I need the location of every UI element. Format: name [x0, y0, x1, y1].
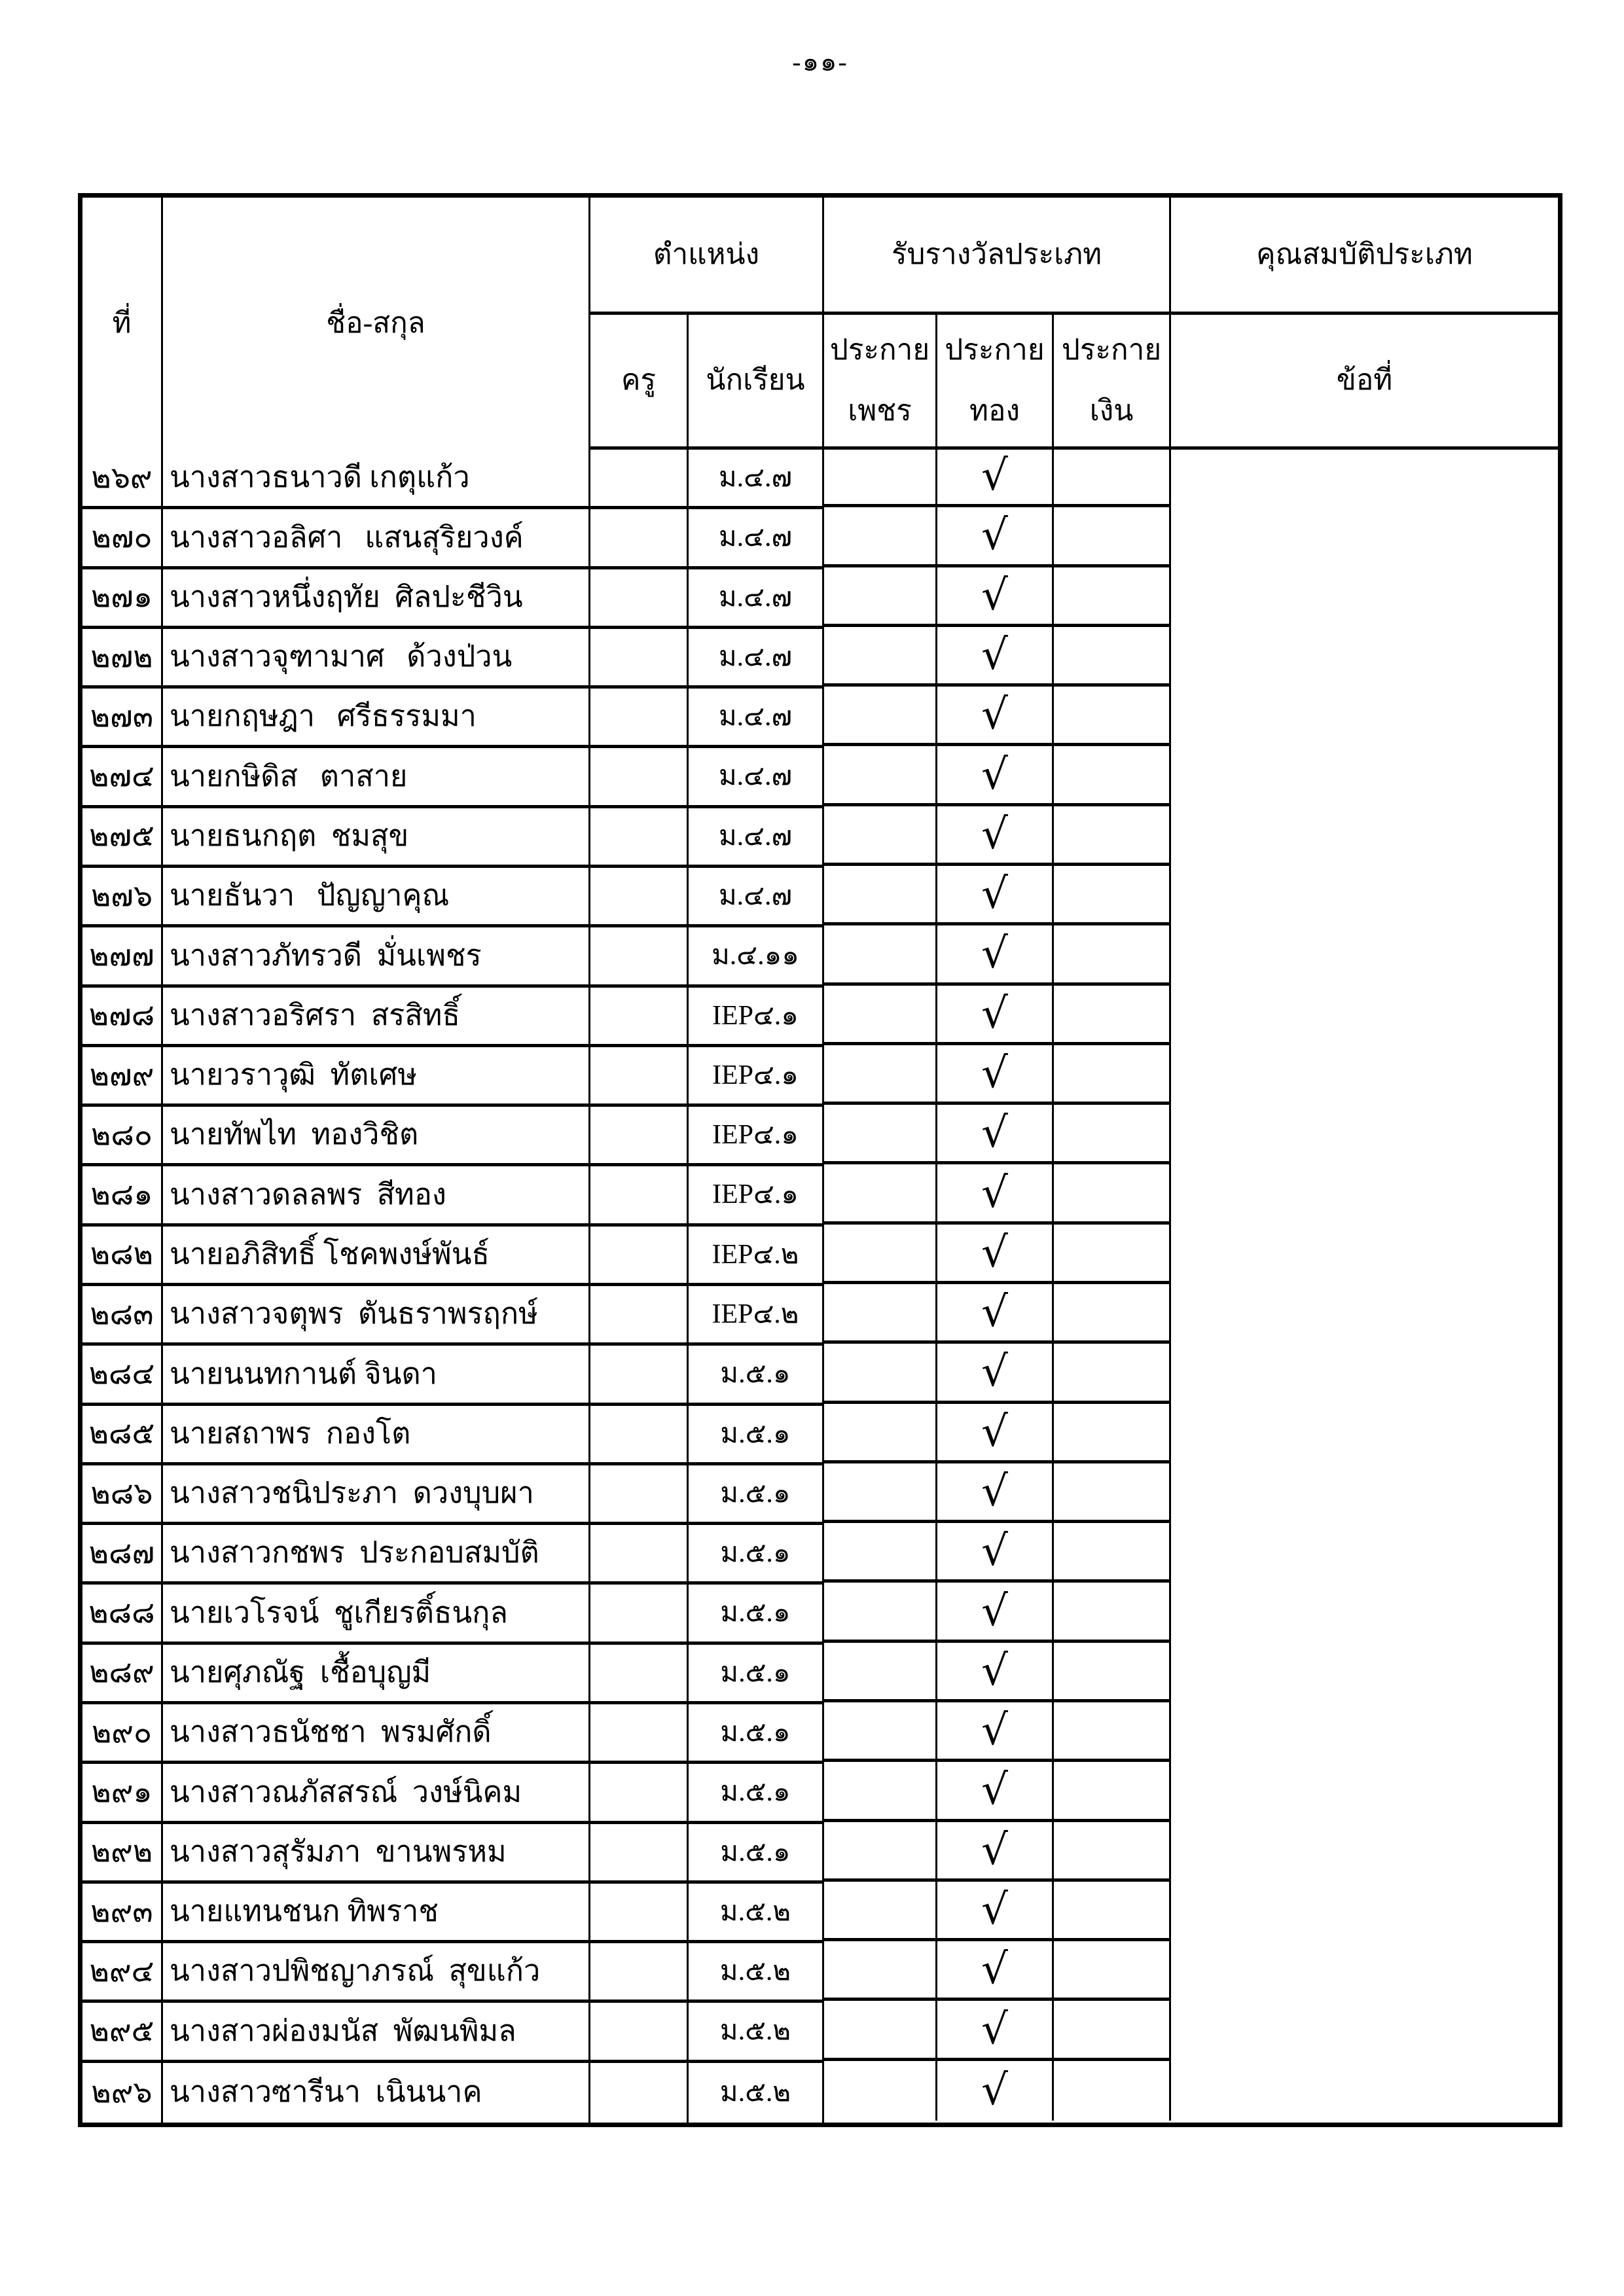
award-gold-cell checkmark-icon: √ — [937, 1225, 1054, 1284]
name-cell: นางสาวธนาวดี เกตุแก้ว — [163, 450, 590, 509]
qualification-cell — [1171, 1406, 1558, 1465]
award-gold-cell checkmark-icon: √ — [937, 1463, 1054, 1523]
qualification-cell — [1171, 1645, 1558, 1704]
award-silver-cell — [1054, 1882, 1171, 1941]
award-silver-cell — [1054, 1463, 1171, 1523]
teacher-cell — [590, 1465, 689, 1525]
teacher-cell — [590, 1645, 689, 1704]
student-class-cell: ม.๕.๒ — [689, 2003, 824, 2062]
name-cell: นางสาวปพิชญาภรณ์ สุขแก้ว — [163, 1943, 590, 2003]
name-cell: นายธนกฤต ชมสุข — [163, 808, 590, 868]
award-diamond-cell — [824, 1643, 937, 1702]
qualification-cell — [1171, 569, 1558, 629]
award-silver-cell — [1054, 1105, 1171, 1164]
qualification-cell — [1171, 1704, 1558, 1764]
row-number-cell: ๒๘๔ — [82, 1346, 163, 1405]
award-silver-cell — [1054, 1583, 1171, 1642]
award-silver-cell — [1054, 1284, 1171, 1344]
name-cell: นางสาวสุรัมภา ขานพรหม — [163, 1824, 590, 1884]
student-class-cell: IEP๔.๒ — [689, 1227, 824, 1286]
teacher-cell — [590, 1585, 689, 1644]
award-silver-cell — [1054, 448, 1171, 507]
name-cell: นางสาวณภัสสรณ์ วงษ์นิคม — [163, 1764, 590, 1823]
student-class-cell: ม.๕.๒ — [689, 1943, 824, 2003]
award-gold-cell checkmark-icon: √ — [937, 1105, 1054, 1164]
qualification-cell — [1171, 2003, 1558, 2062]
name-cell: นายธันวา ปัญญาคุณ — [163, 868, 590, 927]
teacher-cell — [590, 1824, 689, 1884]
award-diamond-cell — [824, 866, 937, 925]
teacher-cell — [590, 988, 689, 1047]
student-class-cell: IEP๔.๑ — [689, 988, 824, 1047]
row-number-cell: ๒๗๔ — [82, 748, 163, 808]
award-silver-cell — [1054, 1344, 1171, 1403]
award-silver-cell — [1054, 627, 1171, 687]
qualification-cell — [1171, 988, 1558, 1047]
page-number: -๑๑- — [792, 47, 848, 77]
header-award-group: รับรางวัลประเภท — [824, 198, 1171, 315]
student-class-cell: ม.๕.๑ — [689, 1764, 824, 1823]
header-qualification-item: ข้อที่ — [1171, 315, 1558, 450]
award-gold-cell checkmark-icon: √ — [937, 1284, 1054, 1344]
name-cell: นายทัพไท ทองวิชิต — [163, 1107, 590, 1166]
row-number-cell: ๒๙๒ — [82, 1824, 163, 1884]
row-number-cell: ๒๘๗ — [82, 1525, 163, 1585]
teacher-cell — [590, 1884, 689, 1943]
name-cell: นายกษิดิส ตาสาย — [163, 748, 590, 808]
award-diamond-cell — [824, 1344, 937, 1403]
row-number-cell: ๒๘๕ — [82, 1406, 163, 1465]
award-gold-cell checkmark-icon: √ — [937, 866, 1054, 925]
award-diamond-cell — [824, 1463, 937, 1523]
row-number-cell: ๒๗๖ — [82, 868, 163, 927]
award-diamond-cell — [824, 1822, 937, 1882]
row-number-cell: ๒๗๒ — [82, 629, 163, 689]
award-silver-cell — [1054, 1822, 1171, 1882]
award-silver-cell — [1054, 1643, 1171, 1702]
teacher-cell — [590, 1286, 689, 1346]
name-cell: นางสาวอริศรา สรสิทธิ์ — [163, 988, 590, 1047]
award-diamond-cell — [824, 567, 937, 627]
student-class-cell: ม.๔.๗ — [689, 450, 824, 509]
name-cell: นางสาวดลลพร สีทอง — [163, 1166, 590, 1226]
name-cell: นางสาวหนึ่งฤทัย ศิลปะชีวิน — [163, 569, 590, 629]
name-cell: นางสาวจุฑามาศ ด้วงป่วน — [163, 629, 590, 689]
award-gold-cell checkmark-icon: √ — [937, 687, 1054, 746]
header-award-diamond-line1: ประกาย — [829, 333, 930, 366]
header-name: ชื่อ-สกุล — [163, 198, 590, 450]
award-gold-cell checkmark-icon: √ — [937, 1164, 1054, 1224]
name-cell: นายนนทกานต์ จินดา — [163, 1346, 590, 1405]
award-gold-cell checkmark-icon: √ — [937, 1941, 1054, 2001]
student-class-cell: ม.๕.๒ — [689, 2063, 824, 2123]
teacher-cell — [590, 868, 689, 927]
teacher-cell — [590, 1704, 689, 1764]
award-silver-cell — [1054, 866, 1171, 925]
award-gold-cell checkmark-icon: √ — [937, 1882, 1054, 1941]
teacher-cell — [590, 1943, 689, 2003]
award-gold-cell checkmark-icon: √ — [937, 1643, 1054, 1702]
header-teacher: ครู — [590, 315, 689, 450]
header-no: ที่ — [82, 198, 163, 450]
name-cell: นายวราวุฒิ ทัตเศษ — [163, 1047, 590, 1107]
award-diamond-cell — [824, 627, 937, 687]
award-diamond-cell — [824, 1941, 937, 2001]
award-gold-cell checkmark-icon: √ — [937, 925, 1054, 985]
award-silver-cell — [1054, 806, 1171, 866]
qualification-cell — [1171, 1525, 1558, 1585]
qualification-cell — [1171, 1227, 1558, 1286]
student-class-cell: ม.๔.๑๑ — [689, 927, 824, 987]
header-qualification-group: คุณสมบัติประเภท — [1171, 198, 1558, 315]
qualification-cell — [1171, 1166, 1558, 1226]
award-diamond-cell — [824, 1882, 937, 1941]
award-diamond-cell — [824, 2061, 937, 2121]
row-number-cell: ๒๗๐ — [82, 509, 163, 569]
award-silver-cell — [1054, 1523, 1171, 1583]
student-class-cell: ม.๕.๑ — [689, 1525, 824, 1585]
award-gold-cell checkmark-icon: √ — [937, 507, 1054, 567]
teacher-cell — [590, 927, 689, 987]
award-diamond-cell — [824, 1045, 937, 1105]
award-silver-cell — [1054, 687, 1171, 746]
row-number-cell: ๒๙๐ — [82, 1704, 163, 1764]
teacher-cell — [590, 1227, 689, 1286]
name-cell: นายศุภณัฐ เชื้อบุญมี — [163, 1645, 590, 1704]
qualification-cell — [1171, 1884, 1558, 1943]
qualification-cell — [1171, 1585, 1558, 1644]
award-gold-cell checkmark-icon: √ — [937, 567, 1054, 627]
student-class-cell: ม.๕.๒ — [689, 1884, 824, 1943]
header-award-silver-line2: เงิน — [1089, 394, 1134, 427]
award-gold-cell checkmark-icon: √ — [937, 806, 1054, 866]
row-number-cell: ๒๗๘ — [82, 988, 163, 1047]
row-number-cell: ๒๙๓ — [82, 1884, 163, 1943]
award-diamond-cell — [824, 1225, 937, 1284]
qualification-cell — [1171, 1107, 1558, 1166]
teacher-cell — [590, 2003, 689, 2062]
qualification-cell — [1171, 927, 1558, 987]
header-award-gold — [937, 315, 1054, 450]
award-gold-cell checkmark-icon: √ — [937, 1702, 1054, 1762]
award-silver-cell — [1054, 567, 1171, 627]
award-silver-cell — [1054, 2001, 1171, 2060]
award-diamond-cell — [824, 1702, 937, 1762]
header-award-silver — [1054, 315, 1171, 450]
award-diamond-cell — [824, 806, 937, 866]
row-number-cell: ๒๘๑ — [82, 1166, 163, 1226]
student-class-cell: ม.๕.๑ — [689, 1346, 824, 1405]
student-class-cell: ม.๕.๑ — [689, 1645, 824, 1704]
name-cell: นางสาวผ่องมนัส พัฒนพิมล — [163, 2003, 590, 2062]
award-gold-cell checkmark-icon: √ — [937, 986, 1054, 1045]
award-silver-cell — [1054, 1941, 1171, 2001]
row-number-cell: ๒๘๒ — [82, 1227, 163, 1286]
name-cell: นางสาวซารีนา เนินนาค — [163, 2063, 590, 2123]
name-cell: นางสาวอลิศา แสนสุริยวงค์ — [163, 509, 590, 569]
award-diamond-cell — [824, 2001, 937, 2060]
teacher-cell — [590, 629, 689, 689]
header-award-silver-line1: ประกาย — [1061, 333, 1162, 366]
header-award-diamond-line2: เพชร — [848, 394, 912, 427]
award-gold-cell checkmark-icon: √ — [937, 1344, 1054, 1403]
award-gold-cell checkmark-icon: √ — [937, 1523, 1054, 1583]
row-number-cell: ๒๖๙ — [82, 450, 163, 509]
award-gold-cell checkmark-icon: √ — [937, 746, 1054, 806]
student-class-cell: ม.๕.๑ — [689, 1824, 824, 1884]
award-diamond-cell — [824, 687, 937, 746]
student-class-cell: IEP๔.๑ — [689, 1107, 824, 1166]
award-silver-cell — [1054, 1404, 1171, 1463]
award-diamond-cell — [824, 1404, 937, 1463]
student-class-cell: IEP๔.๑ — [689, 1166, 824, 1226]
award-diamond-cell — [824, 507, 937, 567]
student-class-cell: ม.๕.๑ — [689, 1704, 824, 1764]
qualification-cell — [1171, 2063, 1558, 2123]
name-cell: นายอภิสิทธิ์ โชคพงษ์พันธ์ — [163, 1227, 590, 1286]
award-gold-cell checkmark-icon: √ — [937, 1762, 1054, 1821]
qualification-cell — [1171, 689, 1558, 748]
award-diamond-cell — [824, 1583, 937, 1642]
teacher-cell — [590, 689, 689, 748]
row-number-cell: ๒๗๕ — [82, 808, 163, 868]
row-number-cell: ๒๗๑ — [82, 569, 163, 629]
qualification-cell — [1171, 748, 1558, 808]
row-number-cell: ๒๘๐ — [82, 1107, 163, 1166]
header-award-gold-line2: ทอง — [969, 394, 1020, 427]
row-number-cell: ๒๘๓ — [82, 1286, 163, 1346]
name-cell: นางสาวจตุพร ตันธราพรฤกษ์ — [163, 1286, 590, 1346]
award-gold-cell checkmark-icon: √ — [937, 2001, 1054, 2060]
teacher-cell — [590, 569, 689, 629]
award-diamond-cell — [824, 925, 937, 985]
student-class-cell: ม.๔.๗ — [689, 509, 824, 569]
award-silver-cell — [1054, 1164, 1171, 1224]
award-diamond-cell — [824, 1523, 937, 1583]
row-number-cell: ๒๘๖ — [82, 1465, 163, 1525]
header-award-gold-line1: ประกาย — [945, 333, 1045, 366]
row-number-cell: ๒๙๔ — [82, 1943, 163, 2003]
teacher-cell — [590, 1346, 689, 1405]
teacher-cell — [590, 748, 689, 808]
award-diamond-cell — [824, 448, 937, 507]
qualification-cell — [1171, 1764, 1558, 1823]
row-number-cell: ๒๗๓ — [82, 689, 163, 748]
row-number-cell: ๒๙๑ — [82, 1764, 163, 1823]
award-diamond-cell — [824, 1164, 937, 1224]
award-silver-cell — [1054, 986, 1171, 1045]
name-cell: นางสาวภัทรวดี มั่นเพชร — [163, 927, 590, 987]
award-silver-cell — [1054, 1762, 1171, 1821]
student-class-cell: ม.๔.๗ — [689, 808, 824, 868]
teacher-cell — [590, 509, 689, 569]
student-class-cell: IEP๔.๒ — [689, 1286, 824, 1346]
award-silver-cell — [1054, 1045, 1171, 1105]
award-gold-cell checkmark-icon: √ — [937, 627, 1054, 687]
row-number-cell: ๒๘๙ — [82, 1645, 163, 1704]
student-class-cell: ม.๕.๑ — [689, 1406, 824, 1465]
header-award-diamond — [824, 315, 937, 450]
teacher-cell — [590, 450, 689, 509]
award-table — [78, 193, 1562, 2127]
qualification-cell — [1171, 1465, 1558, 1525]
student-class-cell: ม.๕.๑ — [689, 1465, 824, 1525]
award-gold-cell checkmark-icon: √ — [937, 1045, 1054, 1105]
award-diamond-cell — [824, 1105, 937, 1164]
teacher-cell — [590, 1764, 689, 1823]
row-number-cell: ๒๘๘ — [82, 1585, 163, 1644]
qualification-cell — [1171, 1824, 1558, 1884]
teacher-cell — [590, 1406, 689, 1465]
teacher-cell — [590, 1107, 689, 1166]
name-cell: นายสถาพร กองโต — [163, 1406, 590, 1465]
student-class-cell: ม.๔.๗ — [689, 748, 824, 808]
teacher-cell — [590, 1047, 689, 1107]
award-gold-cell checkmark-icon: √ — [937, 1583, 1054, 1642]
award-silver-cell — [1054, 507, 1171, 567]
row-number-cell: ๒๗๗ — [82, 927, 163, 987]
award-gold-cell checkmark-icon: √ — [937, 448, 1054, 507]
award-gold-cell checkmark-icon: √ — [937, 1404, 1054, 1463]
name-cell: นางสาวชนิประภา ดวงบุบผา — [163, 1465, 590, 1525]
qualification-cell — [1171, 1943, 1558, 2003]
award-silver-cell — [1054, 1225, 1171, 1284]
award-gold-cell checkmark-icon: √ — [937, 1822, 1054, 1882]
name-cell: นางสาวกชพร ประกอบสมบัติ — [163, 1525, 590, 1585]
name-cell: นางสาวธนัชชา พรมศักดิ์ — [163, 1704, 590, 1764]
qualification-cell — [1171, 808, 1558, 868]
qualification-cell — [1171, 450, 1558, 509]
award-silver-cell — [1054, 2061, 1171, 2121]
student-class-cell: ม.๕.๑ — [689, 1585, 824, 1644]
student-class-cell: IEP๔.๑ — [689, 1047, 824, 1107]
student-class-cell: ม.๔.๗ — [689, 629, 824, 689]
student-class-cell: ม.๔.๗ — [689, 569, 824, 629]
row-number-cell: ๒๙๕ — [82, 2003, 163, 2062]
teacher-cell — [590, 808, 689, 868]
award-silver-cell — [1054, 746, 1171, 806]
name-cell: นายกฤษฎา ศรีธรรมมา — [163, 689, 590, 748]
name-cell: นายเวโรจน์ ชูเกียรติ์ธนกุล — [163, 1585, 590, 1644]
row-number-cell: ๒๙๖ — [82, 2063, 163, 2123]
header-student: นักเรียน — [689, 315, 824, 450]
award-diamond-cell — [824, 1284, 937, 1344]
teacher-cell — [590, 2063, 689, 2123]
name-cell: นายแทนชนก ทิพราช — [163, 1884, 590, 1943]
award-silver-cell — [1054, 1702, 1171, 1762]
award-diamond-cell — [824, 746, 937, 806]
qualification-cell — [1171, 1047, 1558, 1107]
award-silver-cell — [1054, 925, 1171, 985]
award-gold-cell checkmark-icon: √ — [937, 2061, 1054, 2121]
header-position-group: ตำแหน่ง — [590, 198, 824, 315]
teacher-cell — [590, 1166, 689, 1226]
qualification-cell — [1171, 629, 1558, 689]
qualification-cell — [1171, 1286, 1558, 1346]
qualification-cell — [1171, 509, 1558, 569]
student-class-cell: ม.๔.๗ — [689, 689, 824, 748]
award-diamond-cell — [824, 986, 937, 1045]
row-number-cell: ๒๗๙ — [82, 1047, 163, 1107]
student-class-cell: ม.๔.๗ — [689, 868, 824, 927]
qualification-cell — [1171, 1346, 1558, 1405]
teacher-cell — [590, 1525, 689, 1585]
qualification-cell — [1171, 868, 1558, 927]
award-diamond-cell — [824, 1762, 937, 1821]
